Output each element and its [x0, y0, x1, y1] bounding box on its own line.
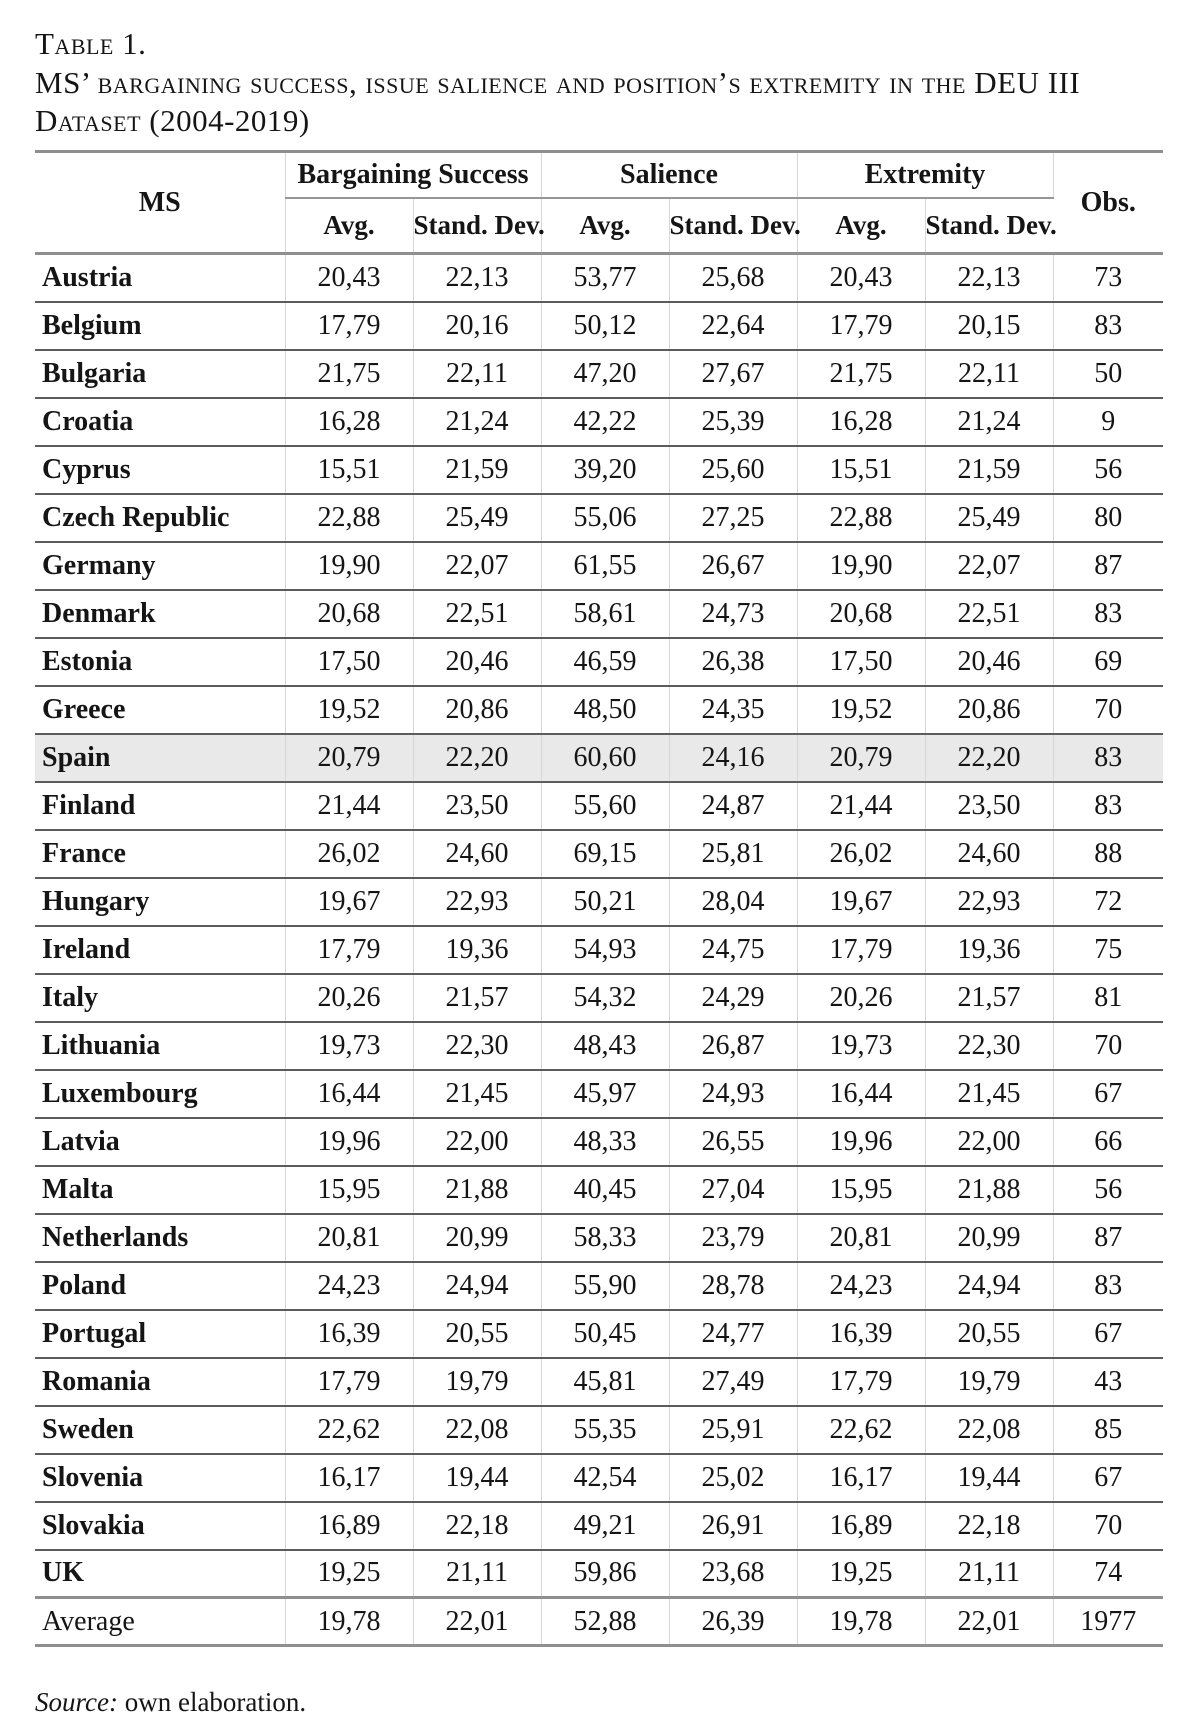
obs-cell: 50	[1053, 350, 1163, 398]
value-cell: 21,75	[797, 350, 925, 398]
value-cell: 50,45	[541, 1310, 669, 1358]
table-row	[35, 494, 1163, 542]
value-cell: 45,81	[541, 1358, 669, 1406]
value-cell: 40,45	[541, 1166, 669, 1214]
country-cell: Poland	[35, 1262, 285, 1310]
value-cell: 27,25	[669, 494, 797, 542]
value-cell: 20,86	[925, 686, 1053, 734]
value-cell: 27,04	[669, 1166, 797, 1214]
obs-cell: 83	[1053, 1262, 1163, 1310]
table-row	[35, 398, 1163, 446]
value-cell: 55,90	[541, 1262, 669, 1310]
value-cell: 52,88	[541, 1598, 669, 1646]
obs-cell: 70	[1053, 686, 1163, 734]
value-cell: 20,99	[413, 1214, 541, 1262]
column-group-salience: Salience	[541, 152, 797, 198]
table-row	[35, 1502, 1163, 1550]
obs-cell: 85	[1053, 1406, 1163, 1454]
value-cell: 24,60	[925, 830, 1053, 878]
obs-cell: 66	[1053, 1118, 1163, 1166]
table-row-average	[35, 1598, 1163, 1646]
value-cell: 19,78	[797, 1598, 925, 1646]
value-cell: 20,55	[413, 1310, 541, 1358]
value-cell: 20,81	[285, 1214, 413, 1262]
country-cell: Ireland	[35, 926, 285, 974]
value-cell: 23,68	[669, 1550, 797, 1598]
country-cell: Average	[35, 1598, 285, 1646]
value-cell: 39,20	[541, 446, 669, 494]
value-cell: 22,07	[413, 542, 541, 590]
value-cell: 19,44	[925, 1454, 1053, 1502]
table-row	[35, 1358, 1163, 1406]
value-cell: 17,79	[285, 926, 413, 974]
table-row	[35, 350, 1163, 398]
value-cell: 22,88	[285, 494, 413, 542]
value-cell: 21,59	[925, 446, 1053, 494]
value-cell: 21,59	[413, 446, 541, 494]
value-cell: 22,00	[925, 1118, 1053, 1166]
value-cell: 17,50	[285, 638, 413, 686]
value-cell: 16,39	[285, 1310, 413, 1358]
country-cell: Slovakia	[35, 1502, 285, 1550]
value-cell: 19,90	[797, 542, 925, 590]
value-cell: 23,50	[413, 782, 541, 830]
value-cell: 25,81	[669, 830, 797, 878]
country-cell: Denmark	[35, 590, 285, 638]
column-group-bargaining-success: Bargaining Success	[285, 152, 541, 198]
value-cell: 22,11	[925, 350, 1053, 398]
value-cell: 19,79	[413, 1358, 541, 1406]
value-cell: 24,77	[669, 1310, 797, 1358]
value-cell: 20,81	[797, 1214, 925, 1262]
obs-cell: 87	[1053, 542, 1163, 590]
value-cell: 21,11	[413, 1550, 541, 1598]
value-cell: 49,21	[541, 1502, 669, 1550]
value-cell: 58,33	[541, 1214, 669, 1262]
obs-cell: 69	[1053, 638, 1163, 686]
table-row	[35, 1454, 1163, 1502]
column-header-extremity-stand-dev: Stand. Dev.	[925, 198, 1053, 254]
table-caption	[35, 24, 1163, 140]
table-row	[35, 1406, 1163, 1454]
table-row	[35, 878, 1163, 926]
value-cell: 55,60	[541, 782, 669, 830]
value-cell: 27,67	[669, 350, 797, 398]
value-cell: 20,55	[925, 1310, 1053, 1358]
value-cell: 59,86	[541, 1550, 669, 1598]
value-cell: 19,36	[925, 926, 1053, 974]
value-cell: 19,52	[797, 686, 925, 734]
value-cell: 22,51	[925, 590, 1053, 638]
country-cell: Lithuania	[35, 1022, 285, 1070]
value-cell: 22,01	[925, 1598, 1053, 1646]
country-cell: Spain	[35, 734, 285, 782]
value-cell: 16,39	[797, 1310, 925, 1358]
table-row	[35, 782, 1163, 830]
country-cell: Italy	[35, 974, 285, 1022]
value-cell: 42,54	[541, 1454, 669, 1502]
value-cell: 22,51	[413, 590, 541, 638]
table-row	[35, 542, 1163, 590]
value-cell: 27,49	[669, 1358, 797, 1406]
value-cell: 22,64	[669, 302, 797, 350]
value-cell: 25,49	[925, 494, 1053, 542]
value-cell: 25,91	[669, 1406, 797, 1454]
value-cell: 24,16	[669, 734, 797, 782]
value-cell: 26,87	[669, 1022, 797, 1070]
obs-cell: 70	[1053, 1502, 1163, 1550]
table-row	[35, 1214, 1163, 1262]
value-cell: 21,24	[413, 398, 541, 446]
value-cell: 55,06	[541, 494, 669, 542]
value-cell: 22,18	[413, 1502, 541, 1550]
country-cell: UK	[35, 1550, 285, 1598]
value-cell: 58,61	[541, 590, 669, 638]
obs-cell: 83	[1053, 302, 1163, 350]
obs-cell: 72	[1053, 878, 1163, 926]
value-cell: 16,89	[285, 1502, 413, 1550]
value-cell: 25,49	[413, 494, 541, 542]
country-cell: Portugal	[35, 1310, 285, 1358]
country-cell: Czech Republic	[35, 494, 285, 542]
value-cell: 16,17	[285, 1454, 413, 1502]
value-cell: 22,11	[413, 350, 541, 398]
value-cell: 21,44	[285, 782, 413, 830]
table-number: Table 1.	[35, 26, 147, 61]
value-cell: 22,01	[413, 1598, 541, 1646]
table-row	[35, 302, 1163, 350]
country-cell: Croatia	[35, 398, 285, 446]
value-cell: 21,75	[285, 350, 413, 398]
value-cell: 45,97	[541, 1070, 669, 1118]
table-row	[35, 926, 1163, 974]
value-cell: 20,16	[413, 302, 541, 350]
table-row	[35, 446, 1163, 494]
value-cell: 21,88	[413, 1166, 541, 1214]
value-cell: 20,43	[797, 254, 925, 302]
value-cell: 24,75	[669, 926, 797, 974]
obs-cell: 67	[1053, 1310, 1163, 1358]
value-cell: 24,87	[669, 782, 797, 830]
table-body	[35, 254, 1163, 1646]
value-cell: 15,95	[797, 1166, 925, 1214]
table-row	[35, 686, 1163, 734]
value-cell: 20,86	[413, 686, 541, 734]
obs-cell: 83	[1053, 782, 1163, 830]
obs-cell: 43	[1053, 1358, 1163, 1406]
obs-cell: 75	[1053, 926, 1163, 974]
value-cell: 17,79	[797, 926, 925, 974]
obs-cell: 70	[1053, 1022, 1163, 1070]
country-cell: Luxembourg	[35, 1070, 285, 1118]
value-cell: 48,33	[541, 1118, 669, 1166]
value-cell: 24,94	[925, 1262, 1053, 1310]
value-cell: 19,67	[797, 878, 925, 926]
value-cell: 26,55	[669, 1118, 797, 1166]
value-cell: 55,35	[541, 1406, 669, 1454]
value-cell: 19,90	[285, 542, 413, 590]
obs-cell: 87	[1053, 1214, 1163, 1262]
country-cell: Bulgaria	[35, 350, 285, 398]
value-cell: 50,21	[541, 878, 669, 926]
value-cell: 20,26	[797, 974, 925, 1022]
value-cell: 17,79	[285, 302, 413, 350]
value-cell: 22,07	[925, 542, 1053, 590]
value-cell: 19,73	[797, 1022, 925, 1070]
value-cell: 42,22	[541, 398, 669, 446]
value-cell: 69,15	[541, 830, 669, 878]
value-cell: 28,04	[669, 878, 797, 926]
value-cell: 23,50	[925, 782, 1053, 830]
table-row	[35, 590, 1163, 638]
column-header-extremity-avg: Avg.	[797, 198, 925, 254]
value-cell: 21,24	[925, 398, 1053, 446]
value-cell: 25,68	[669, 254, 797, 302]
value-cell: 24,94	[413, 1262, 541, 1310]
value-cell: 21,44	[797, 782, 925, 830]
country-cell: Estonia	[35, 638, 285, 686]
value-cell: 15,51	[797, 446, 925, 494]
value-cell: 22,08	[925, 1406, 1053, 1454]
table-row	[35, 254, 1163, 302]
value-cell: 21,57	[413, 974, 541, 1022]
value-cell: 19,25	[797, 1550, 925, 1598]
column-header-ms: MS	[35, 152, 285, 254]
table-row	[35, 1550, 1163, 1598]
country-cell: Slovenia	[35, 1454, 285, 1502]
table-title-line2: Dataset (2004-2019)	[35, 103, 310, 138]
obs-cell: 67	[1053, 1454, 1163, 1502]
value-cell: 21,57	[925, 974, 1053, 1022]
value-cell: 22,93	[413, 878, 541, 926]
column-group-extremity: Extremity	[797, 152, 1053, 198]
table-row	[35, 1070, 1163, 1118]
statistics-table	[35, 150, 1163, 1647]
value-cell: 22,62	[797, 1406, 925, 1454]
value-cell: 15,95	[285, 1166, 413, 1214]
country-cell: Cyprus	[35, 446, 285, 494]
value-cell: 61,55	[541, 542, 669, 590]
value-cell: 46,59	[541, 638, 669, 686]
value-cell: 19,96	[797, 1118, 925, 1166]
value-cell: 22,62	[285, 1406, 413, 1454]
value-cell: 15,51	[285, 446, 413, 494]
obs-cell: 73	[1053, 254, 1163, 302]
value-cell: 20,26	[285, 974, 413, 1022]
value-cell: 24,60	[413, 830, 541, 878]
value-cell: 25,02	[669, 1454, 797, 1502]
value-cell: 26,38	[669, 638, 797, 686]
column-header-obs: Obs.	[1053, 152, 1163, 254]
obs-cell: 83	[1053, 590, 1163, 638]
country-cell: Austria	[35, 254, 285, 302]
country-cell: Belgium	[35, 302, 285, 350]
value-cell: 25,60	[669, 446, 797, 494]
value-cell: 26,39	[669, 1598, 797, 1646]
value-cell: 19,36	[413, 926, 541, 974]
value-cell: 20,79	[285, 734, 413, 782]
value-cell: 19,78	[285, 1598, 413, 1646]
value-cell: 17,79	[285, 1358, 413, 1406]
value-cell: 26,02	[285, 830, 413, 878]
value-cell: 19,44	[413, 1454, 541, 1502]
value-cell: 54,32	[541, 974, 669, 1022]
country-cell: Latvia	[35, 1118, 285, 1166]
table-header	[35, 152, 1163, 254]
value-cell: 24,35	[669, 686, 797, 734]
country-cell: Romania	[35, 1358, 285, 1406]
value-cell: 16,89	[797, 1502, 925, 1550]
source-text: own elaboration.	[117, 1687, 307, 1717]
value-cell: 53,77	[541, 254, 669, 302]
value-cell: 20,68	[285, 590, 413, 638]
value-cell: 21,45	[925, 1070, 1053, 1118]
value-cell: 28,78	[669, 1262, 797, 1310]
table-row	[35, 830, 1163, 878]
value-cell: 20,99	[925, 1214, 1053, 1262]
column-header-salience-avg: Avg.	[541, 198, 669, 254]
value-cell: 20,15	[925, 302, 1053, 350]
value-cell: 20,68	[797, 590, 925, 638]
value-cell: 21,11	[925, 1550, 1053, 1598]
obs-cell: 88	[1053, 830, 1163, 878]
country-cell: Sweden	[35, 1406, 285, 1454]
value-cell: 16,28	[285, 398, 413, 446]
value-cell: 24,23	[797, 1262, 925, 1310]
value-cell: 50,12	[541, 302, 669, 350]
table-row	[35, 1310, 1163, 1358]
value-cell: 22,13	[413, 254, 541, 302]
value-cell: 22,08	[413, 1406, 541, 1454]
value-cell: 20,43	[285, 254, 413, 302]
country-cell: Hungary	[35, 878, 285, 926]
table-row	[35, 1118, 1163, 1166]
table-row	[35, 638, 1163, 686]
value-cell: 19,25	[285, 1550, 413, 1598]
value-cell: 21,88	[925, 1166, 1053, 1214]
value-cell: 26,91	[669, 1502, 797, 1550]
obs-cell: 67	[1053, 1070, 1163, 1118]
value-cell: 17,79	[797, 302, 925, 350]
value-cell: 20,46	[413, 638, 541, 686]
value-cell: 48,43	[541, 1022, 669, 1070]
value-cell: 23,79	[669, 1214, 797, 1262]
value-cell: 24,29	[669, 974, 797, 1022]
country-cell: Netherlands	[35, 1214, 285, 1262]
obs-cell: 1977	[1053, 1598, 1163, 1646]
value-cell: 19,96	[285, 1118, 413, 1166]
obs-cell: 81	[1053, 974, 1163, 1022]
table-row	[35, 1262, 1163, 1310]
source-label: Source:	[35, 1687, 118, 1717]
value-cell: 16,28	[797, 398, 925, 446]
value-cell: 22,18	[925, 1502, 1053, 1550]
obs-cell: 83	[1053, 734, 1163, 782]
table-row	[35, 1166, 1163, 1214]
country-cell: Malta	[35, 1166, 285, 1214]
value-cell: 20,79	[797, 734, 925, 782]
value-cell: 22,00	[413, 1118, 541, 1166]
value-cell: 22,30	[413, 1022, 541, 1070]
value-cell: 22,93	[925, 878, 1053, 926]
country-cell: Germany	[35, 542, 285, 590]
value-cell: 26,67	[669, 542, 797, 590]
table-title-line1: MS’ bargaining success, issue salience and position’s extremity in the DEU III	[35, 65, 1081, 100]
obs-cell: 80	[1053, 494, 1163, 542]
value-cell: 22,88	[797, 494, 925, 542]
source-note	[35, 1687, 1163, 1718]
value-cell: 22,30	[925, 1022, 1053, 1070]
value-cell: 25,39	[669, 398, 797, 446]
value-cell: 17,50	[797, 638, 925, 686]
value-cell: 19,79	[925, 1358, 1053, 1406]
table-row	[35, 974, 1163, 1022]
value-cell: 22,13	[925, 254, 1053, 302]
value-cell: 24,93	[669, 1070, 797, 1118]
value-cell: 24,23	[285, 1262, 413, 1310]
value-cell: 20,46	[925, 638, 1053, 686]
value-cell: 47,20	[541, 350, 669, 398]
value-cell: 16,44	[797, 1070, 925, 1118]
value-cell: 22,20	[413, 734, 541, 782]
value-cell: 19,67	[285, 878, 413, 926]
value-cell: 48,50	[541, 686, 669, 734]
value-cell: 24,73	[669, 590, 797, 638]
obs-cell: 9	[1053, 398, 1163, 446]
value-cell: 19,73	[285, 1022, 413, 1070]
value-cell: 16,44	[285, 1070, 413, 1118]
country-cell: France	[35, 830, 285, 878]
obs-cell: 74	[1053, 1550, 1163, 1598]
column-header-bargaining-stand-dev: Stand. Dev.	[413, 198, 541, 254]
country-cell: Finland	[35, 782, 285, 830]
obs-cell: 56	[1053, 446, 1163, 494]
value-cell: 19,52	[285, 686, 413, 734]
country-cell: Greece	[35, 686, 285, 734]
value-cell: 21,45	[413, 1070, 541, 1118]
obs-cell: 56	[1053, 1166, 1163, 1214]
column-header-bargaining-avg: Avg.	[285, 198, 413, 254]
value-cell: 54,93	[541, 926, 669, 974]
value-cell: 16,17	[797, 1454, 925, 1502]
value-cell: 22,20	[925, 734, 1053, 782]
table-row	[35, 734, 1163, 782]
value-cell: 26,02	[797, 830, 925, 878]
table-row	[35, 1022, 1163, 1070]
value-cell: 60,60	[541, 734, 669, 782]
column-header-salience-stand-dev: Stand. Dev.	[669, 198, 797, 254]
value-cell: 17,79	[797, 1358, 925, 1406]
